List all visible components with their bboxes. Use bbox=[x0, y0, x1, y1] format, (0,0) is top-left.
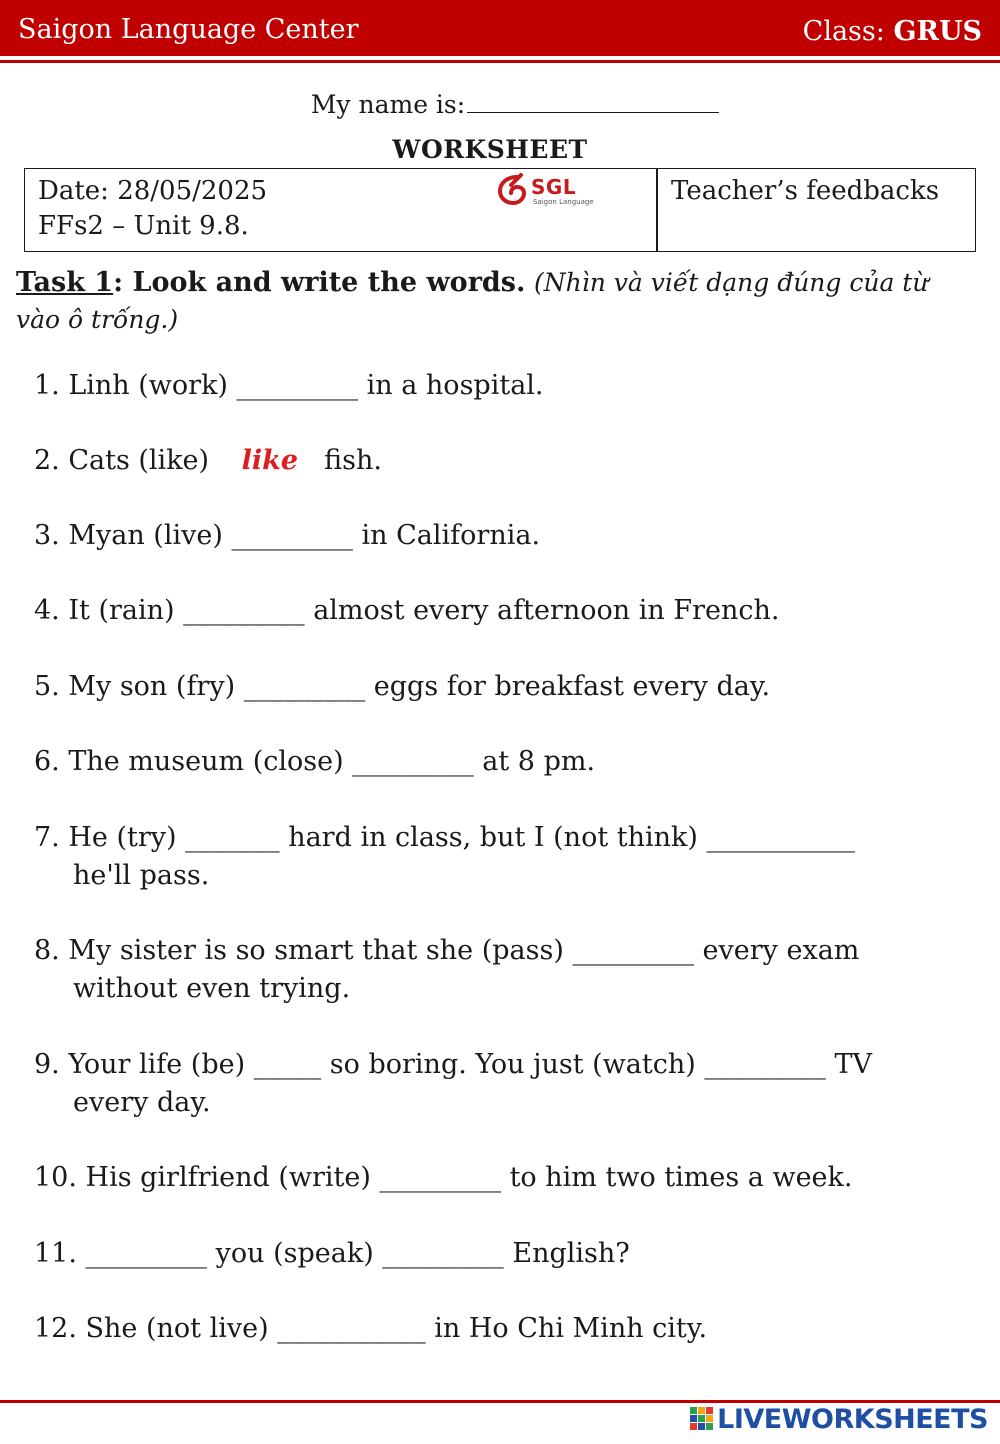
question-2 bbox=[34, 442, 382, 480]
question-9-line-1: 9. Your life (be) _____ so boring. You just (watch) _________ TV bbox=[34, 1049, 872, 1080]
footer-rule bbox=[0, 1400, 1000, 1403]
liveworksheets-logo bbox=[690, 1404, 988, 1438]
sgl-swirl-icon bbox=[495, 173, 529, 207]
sgl-logo-subtext: Saigon Language bbox=[533, 198, 594, 206]
question-2-prompt: 2. Cats (like) bbox=[34, 445, 210, 476]
question-8-line-2: without even trying. bbox=[73, 973, 351, 1004]
task-label: Task 1 bbox=[16, 267, 114, 298]
center-name: Saigon Language Center bbox=[18, 14, 359, 45]
unit-text: FFs2 – Unit 9.8. bbox=[38, 211, 249, 241]
question-9 bbox=[34, 1046, 872, 1122]
question-7 bbox=[34, 819, 855, 895]
question-12: 12. She (not live) ___________ in Ho Chi Minh city. bbox=[34, 1313, 708, 1344]
question-1: 1. Linh (work) _________ in a hospital. bbox=[34, 370, 544, 401]
table-divider bbox=[656, 169, 658, 251]
name-input[interactable] bbox=[467, 90, 719, 113]
example-answer[interactable]: like bbox=[241, 445, 299, 476]
task-heading bbox=[16, 264, 976, 338]
info-table bbox=[24, 168, 976, 252]
question-2-rest: fish. bbox=[324, 445, 382, 476]
question-11: 11. _________ you (speak) _________ English? bbox=[34, 1238, 630, 1269]
header-rule bbox=[0, 60, 1000, 63]
question-6: 6. The museum (close) _________ at 8 pm. bbox=[34, 746, 596, 777]
liveworksheets-icon bbox=[690, 1407, 714, 1431]
task-instruction: : Look and write the words. bbox=[113, 267, 526, 298]
sgl-logo bbox=[495, 173, 595, 209]
teacher-feedback-label: Teacher’s feedbacks bbox=[671, 176, 940, 206]
class-info bbox=[803, 16, 982, 47]
question-3: 3. Myan (live) _________ in California. bbox=[34, 520, 541, 551]
question-8 bbox=[34, 932, 859, 1008]
sgl-logo-text: SGL bbox=[531, 175, 577, 199]
date-text: Date: 28/05/2025 bbox=[38, 176, 268, 206]
question-10: 10. His girlfriend (write) _________ to him two times a week. bbox=[34, 1162, 853, 1193]
name-label: My name is: bbox=[310, 90, 466, 119]
class-label: Class: bbox=[802, 16, 885, 47]
class-value: GRUS bbox=[893, 16, 982, 47]
liveworksheets-text: LIVEWORKSHEETS bbox=[717, 1404, 988, 1435]
question-4: 4. It (rain) _________ almost every afternoon in French. bbox=[34, 595, 780, 626]
question-9-line-2: every day. bbox=[73, 1087, 211, 1118]
worksheet-title: WORKSHEET bbox=[392, 135, 588, 164]
question-7-line-1: 7. He (try) _______ hard in class, but I (not think) ___________ bbox=[34, 822, 855, 853]
question-8-line-1: 8. My sister is so smart that she (pass) _________ every exam bbox=[34, 935, 860, 966]
question-5: 5. My son (fry) _________ eggs for breakfast every day. bbox=[34, 671, 771, 702]
header-bar bbox=[0, 0, 1000, 56]
name-line bbox=[0, 90, 1000, 119]
question-7-line-2: he'll pass. bbox=[73, 860, 210, 891]
task-translation: (Nhìn và viết dạng đúng của từ vào ô trống.) bbox=[16, 268, 929, 334]
